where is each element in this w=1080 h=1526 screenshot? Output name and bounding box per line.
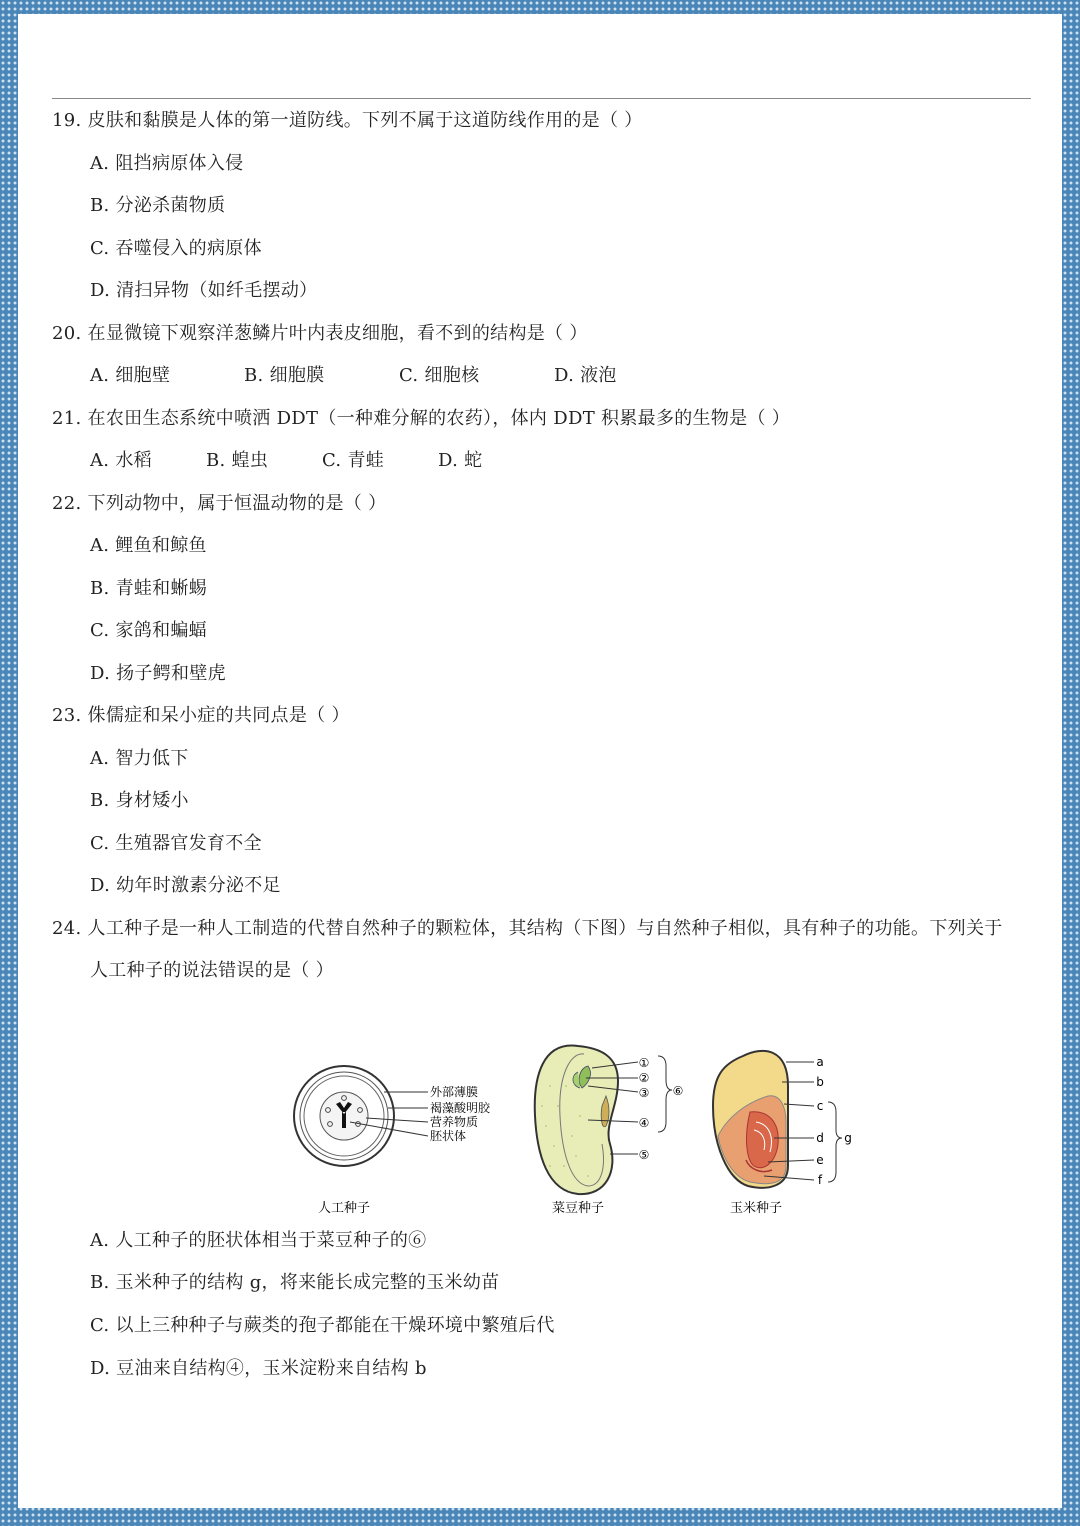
question-21-option-c: C. 青蛙 (322, 450, 385, 471)
question-21-option-d: D. 蛇 (438, 450, 483, 471)
artificial-label-film: 外部薄膜 (430, 1085, 479, 1099)
question-21-option-b: B. 蝗虫 (206, 450, 269, 471)
question-24-option-b: B. 玉米种子的结构 g，将来能长成完整的玉米幼苗 (90, 1272, 500, 1293)
question-20-option-c: C. 细胞核 (399, 365, 480, 386)
question-19-option-d: D. 清扫异物（如纤毛摆动） (90, 280, 318, 301)
question-20-option-d: D. 液泡 (554, 365, 617, 386)
corn-label-a: a (816, 1055, 824, 1069)
question-19-option-a: A. 阻挡病原体入侵 (90, 153, 244, 174)
artificial-label-nutrient: 营养物质 (430, 1115, 479, 1129)
question-19-option-c: C. 吞噬侵入的病原体 (90, 238, 262, 259)
question-23-option-c: C. 生殖器官发育不全 (90, 833, 262, 854)
question-22-option-c: C. 家鸽和蝙蝠 (90, 620, 207, 641)
question-20-option-b: B. 细胞膜 (244, 365, 325, 386)
corn-label-d: d (816, 1131, 824, 1145)
question-21-option-a: A. 水稻 (90, 450, 152, 471)
bean-label-1: ① (638, 1056, 650, 1070)
exam-page (18, 14, 1062, 1508)
bean-seed-figure (535, 1046, 684, 1216)
question-24-option-c: C. 以上三种种子与蕨类的孢子都能在干燥环境中繁殖后代 (90, 1315, 555, 1336)
question-23-stem: 23. 侏儒症和呆小症的共同点是（ ） (52, 705, 350, 726)
question-22-option-a: A. 鲤鱼和鲸鱼 (90, 535, 207, 556)
corn-label-c: c (816, 1099, 824, 1113)
question-19-option-b: B. 分泌杀菌物质 (90, 195, 226, 216)
bean-label-5: ⑤ (638, 1148, 650, 1162)
corn-label-g: g (844, 1131, 852, 1145)
question-23-option-d: D. 幼年时激素分泌不足 (90, 875, 281, 896)
bean-label-2: ② (638, 1071, 650, 1085)
seed-diagram (288, 1026, 868, 1226)
question-20-stem: 20. 在显微镜下观察洋葱鳞片叶内表皮细胞，看不到的结构是（ ） (52, 323, 588, 344)
corn-seed-caption: 玉米种子 (729, 1201, 783, 1216)
question-20-option-a: A. 细胞壁 (90, 365, 171, 386)
question-21-stem: 21. 在农田生态系统中喷洒 DDT（一种难分解的农药），体内 DDT 积累最多的生物是（ ） (52, 408, 791, 429)
artificial-seed-caption: 人工种子 (317, 1201, 371, 1216)
artificial-seed-figure (294, 1066, 491, 1216)
question-24-stem-line2: 人工种子的说法错误的是（ ） (90, 960, 334, 981)
question-22-option-b: B. 青蛙和蜥蜴 (90, 578, 208, 599)
bean-label-3: ③ (638, 1086, 650, 1100)
header-rule (52, 98, 1031, 99)
question-24-stem-line1: 24. 人工种子是一种人工制造的代替自然种子的颗粒体，其结构（下图）与自然种子相似，具有种子的功能。下列关于 (52, 918, 1003, 939)
bean-seed-caption: 菜豆种子 (551, 1201, 605, 1216)
bean-label-6: ⑥ (672, 1084, 684, 1098)
corn-label-e: e (816, 1153, 824, 1167)
corn-seed-figure (713, 1051, 852, 1216)
artificial-label-embryoid: 胚状体 (430, 1129, 467, 1143)
corn-label-f: f (817, 1173, 823, 1187)
question-23-option-a: A. 智力低下 (90, 748, 189, 769)
corn-label-b: b (816, 1075, 824, 1089)
question-24-option-d: D. 豆油来自结构④，玉米淀粉来自结构 b (90, 1358, 427, 1379)
question-24-option-a: A. 人工种子的胚状体相当于菜豆种子的⑥ (90, 1230, 427, 1251)
artificial-label-gel: 褐藻酸明胶 (430, 1101, 491, 1115)
question-19-stem: 19. 皮肤和黏膜是人体的第一道防线。下列不属于这道防线作用的是（ ） (52, 110, 643, 131)
question-22-stem: 22. 下列动物中，属于恒温动物的是（ ） (52, 493, 387, 514)
bean-label-4: ④ (638, 1116, 650, 1130)
question-23-option-b: B. 身材矮小 (90, 790, 189, 811)
question-22-option-d: D. 扬子鳄和壁虎 (90, 663, 226, 684)
